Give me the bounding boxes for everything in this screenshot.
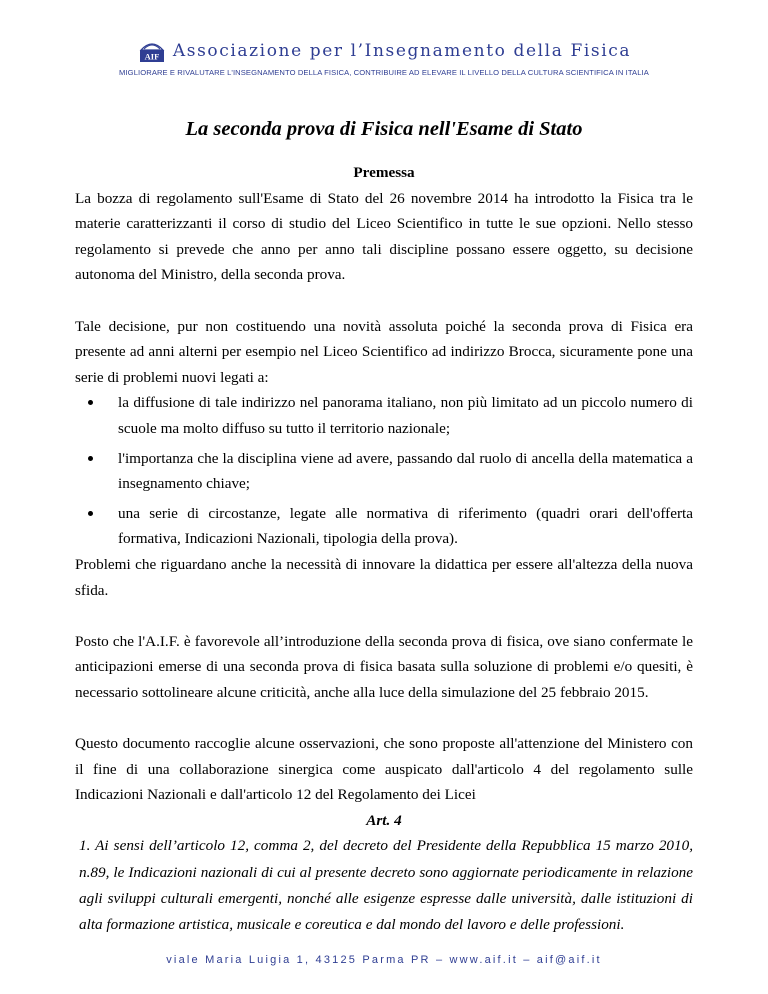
section-heading: Premessa [353, 164, 415, 181]
paragraph-position: Posto che l'A.I.F. è favorevole all’introduzione della seconda prova di fisica, ove siano confermate le anticipazioni emerse di una seconda prova di fisica basata sulla soluzione di problemi e/o quesiti, è necessario sottolineare alcune criticità, anche alla luce della simulazione del 25 febbraio 2015. [75, 632, 693, 701]
letterhead [0, 38, 768, 77]
paragraph-problems: Problemi che riguardano anche la necessità di innovare la didattica per essere all'altezza della nuova sfida. [75, 555, 693, 599]
document-body [75, 160, 693, 939]
association-tagline: MIGLIORARE E RIVALUTARE L'INSEGNAMENTO DELLA FISICA, CONTRIBUIRE AD ELEVARE IL LIVELLO DELLA CULTURA SCIENTIFICA IN ITALIA [119, 68, 649, 77]
bullet-list [75, 390, 693, 552]
article-text: 1. Ai sensi dell’articolo 12, comma 2, del decreto del Presidente della Repubblica 15 marzo 2010, n.89, le Indicazioni nazionali di cui al presente decreto sono aggiornate periodicamente in relazione agli sviluppi culturali emergenti, nonché alle esigenze espresse dalle università, dalle istituzioni di alta formazione artistica, musicale e coreutica e dal mondo del lavoro e delle professioni. [79, 837, 693, 934]
letterhead-title-row [0, 38, 768, 64]
document-title: La seconda prova di Fisica nell'Esame di Stato [185, 118, 583, 140]
paragraph-decision: Tale decisione, pur non costituendo una novità assoluta poiché la seconda prova di Fisica era presente ad anni alterni per esempio nel Liceo Scientifico ad indirizzo Brocca, sicuramente pone una serie di problemi nuovi legati a: [75, 317, 693, 386]
association-name: Associazione per l’Insegnamento della Fisica [172, 41, 632, 61]
bullet-item: l'importanza che la disciplina viene ad avere, passando dal ruolo di ancella della matematica a insegnamento chiave; [118, 446, 693, 497]
bullet-item: una serie di circostanze, legate alle normativa di riferimento (quadri orari dell'offerta formativa, Indicazioni Nazionali, tipologia della prova). [118, 501, 693, 552]
paragraph-observations: Questo documento raccoglie alcune osservazioni, che sono proposte all'attenzione del Ministero con il fine di una collaborazione sinergica come auspicato dall'articolo 4 del regolamento sulle Indicazioni Nazionali e dall'articolo 12 del Regolamento dei Licei [75, 735, 693, 804]
article-heading: Art. 4 [366, 811, 402, 829]
paragraph-intro: La bozza di regolamento sull'Esame di Stato del 26 novembre 2014 ha introdotto la Fisica tra le materie caratterizzanti il corso di studio del Liceo Scientifico in tutte le sue opzioni. Nello stesso regolamento si prevede che anno per anno tali discipline possano essere oggetto, su decisione autonoma del Ministro, della seconda prova. [75, 189, 693, 284]
footer-address: viale Maria Luigia 1, 43125 Parma PR – www.aif.it – aif@aif.it [166, 954, 602, 966]
logo-text: AIF [144, 51, 160, 62]
aif-logo-icon [137, 38, 167, 64]
bullet-item: la diffusione di tale indirizzo nel panorama italiano, non più limitato ad un piccolo numero di scuole ma molto diffuso su tutto il territorio nazionale; [118, 390, 693, 441]
